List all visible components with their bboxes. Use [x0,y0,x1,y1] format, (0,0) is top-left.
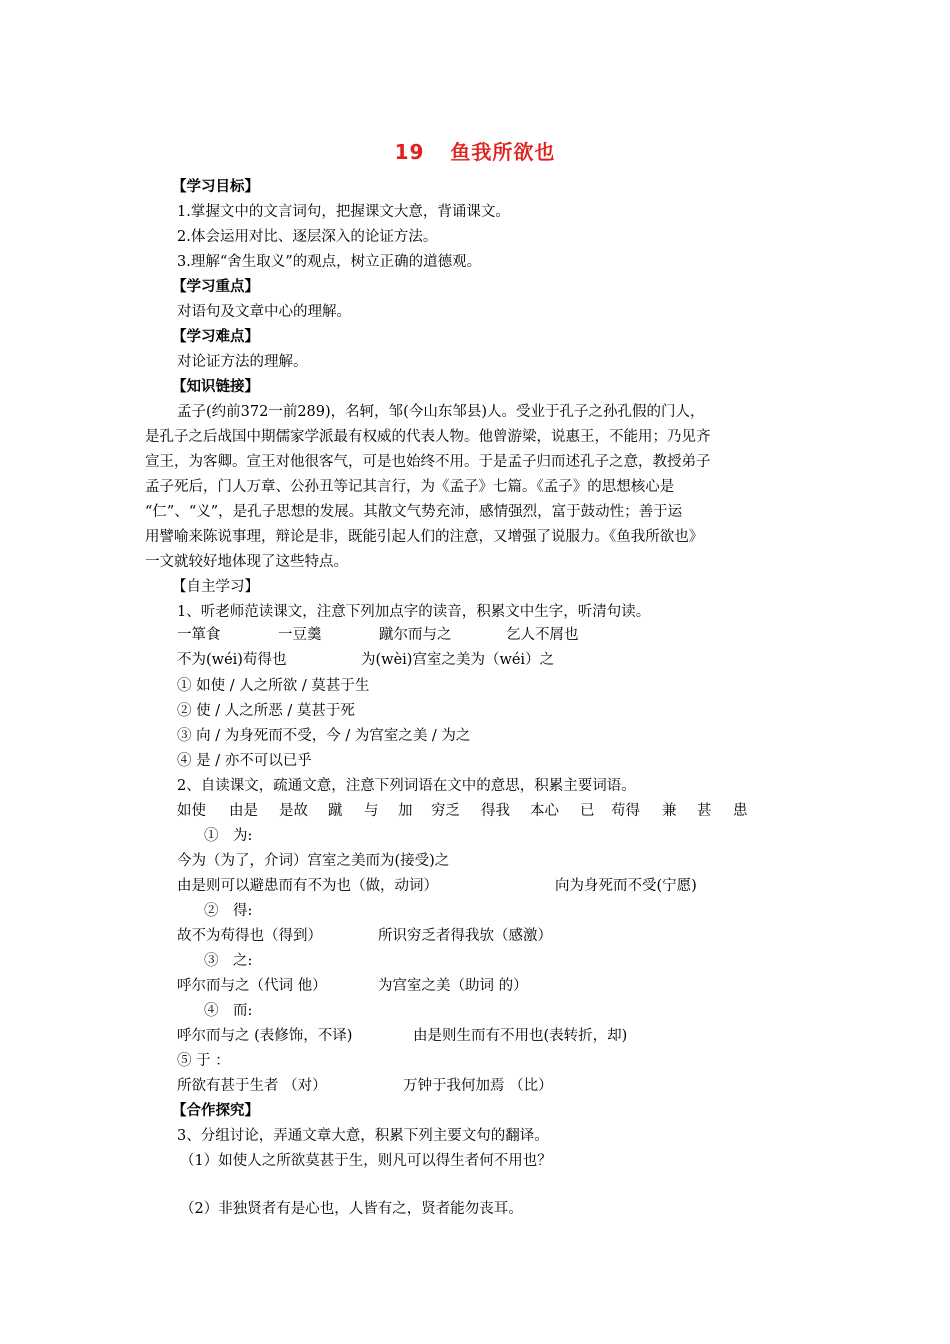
question-3: 3、分组讨论，弄通文章大意，积累下列主要文句的翻译。 [177,1128,549,1144]
knowledge-line: 孟子死后，门人万章、公孙丑等记其言行，为《孟子》七篇。《孟子》的思想核心是 [145,479,675,495]
difficulties-text: 对论证方法的理解。 [177,354,308,370]
lesson-title: 鱼我所欲也 [450,140,556,164]
translation-item: （1）如使人之所欲莫甚于生，则凡可以得生者何不用也？ [180,1153,552,1169]
pause-item: ① 如使 / 人之所欲 / 莫甚于生 [177,678,370,694]
reading-word: 一豆羹 [278,627,322,643]
word-2-example: 故不为苟得也（得到） [177,928,322,944]
word-item: 苟得 [611,803,640,819]
word-1-example: 向为身死而不受(宁愿) [555,878,697,894]
word-3-example: 呼尔而与之（代词 他） [177,978,327,994]
word-4-label: ④ 而: [204,1003,253,1019]
difficulties-heading: 【学习难点】 [172,329,259,345]
cooperation-heading: 【合作探究】 [172,1103,259,1119]
word-item: 如使 [177,803,206,819]
word-3-label: ③ 之: [204,953,253,969]
word-item: 本心 [530,803,559,819]
key-points-text: 对语句及文章中心的理解。 [177,304,351,320]
translation-item: （2）非独贤者有是心也，人皆有之，贤者能勿丧耳。 [180,1201,523,1217]
word-3-example: 为宫室之美（助词 的） [378,978,528,994]
goal-item: 2.体会运用对比、逐层深入的论证方法。 [177,229,438,245]
word-2-label: ② 得: [204,903,253,919]
readings-row-1 [0,625,950,645]
word-1-example: 今为（为了，介词）宫室之美而为(接受)之 [177,853,450,869]
reading-word: 为(wèi)宫室之美为（wéi）之 [361,652,555,668]
page-title [0,136,950,165]
question-1: 1、听老师范读课文，注意下列加点字的读音，积累文中生字，听清句读。 [177,604,651,620]
knowledge-line: 一文就较好地体现了这些特点。 [145,554,348,570]
word-4-example: 由是则生而有不用也(表转折，却) [413,1028,628,1044]
knowledge-line: 宣王，为客卿。宣王对他很客气，可是也始终不用。于是孟子归而述孔子之意，教授弟子 [145,454,711,470]
word-item: 已 [580,803,595,819]
goal-item: 3.理解“舍生取义”的观点，树立正确的道德观。 [177,254,482,270]
question-2: 2、自读课文，疏通文意，注意下列词语在文中的意思，积累主要词语。 [177,778,636,794]
word-1-example: 由是则可以避患而有不为也（做，动词） [177,878,438,894]
word-item: 穷乏 [431,803,460,819]
word-item: 蹴 [328,803,343,819]
word-2-example: 所识穷乏者得我欤（感激） [378,928,552,944]
word-item: 是故 [279,803,308,819]
pause-item: ④ 是 / 亦不可以已乎 [177,753,312,769]
knowledge-line: 孟子(约前372一前289)，名轲，邹(今山东邹县)人。受业于孔子之孙孔假的门人， [177,404,705,420]
reading-word: 不为(wéi)苟得也 [177,652,287,668]
word-item: 由是 [229,803,258,819]
knowledge-line: 是孔子之后战国中期儒家学派最有权威的代表人物。他曾游梁，说惠王，不能用；乃见齐 [145,429,711,445]
reading-word: 乞人不屑也 [506,627,579,643]
pause-item: ② 使 / 人之所恶 / 莫甚于死 [177,703,355,719]
reading-word: 蹴尔而与之 [379,627,452,643]
reading-word: 一箪食 [177,627,221,643]
word-5-example: 万钟于我何加焉 （比） [403,1078,553,1094]
self-study-heading: 【自主学习】 [172,579,259,595]
readings-row-2 [0,650,950,670]
word-1-label: ① 为: [204,828,253,844]
knowledge-heading: 【知识链接】 [172,379,259,395]
word-item: 甚 [697,803,712,819]
word-5-label: ⑤ 于 ： [177,1053,230,1069]
lesson-number: 19 [394,140,425,164]
pause-item: ③ 向 / 为身死而不受，今 / 为宫室之美 / 为之 [177,728,471,744]
word-item: 得我 [481,803,510,819]
word-list [0,801,950,821]
goal-item: 1.掌握文中的文言词句，把握课文大意，背诵课文。 [177,204,510,220]
knowledge-line: 用譬喻来陈说事理，辩论是非，既能引起人们的注意，又增强了说服力。《鱼我所欲也》 [145,529,704,545]
key-points-heading: 【学习重点】 [172,279,259,295]
goals-heading: 【学习目标】 [172,179,259,195]
word-item: 与 [364,803,379,819]
word-4-example: 呼尔而与之 (表修饰，不译) [177,1028,353,1044]
word-5-example: 所欲有甚于生者 （对） [177,1078,327,1094]
knowledge-line: “仁”、“义”，是孔子思想的发展。其散文气势充沛，感情强烈，富于鼓动性；善于运 [145,504,683,520]
word-item: 兼 [662,803,677,819]
word-item: 患 [733,803,748,819]
word-item: 加 [398,803,413,819]
